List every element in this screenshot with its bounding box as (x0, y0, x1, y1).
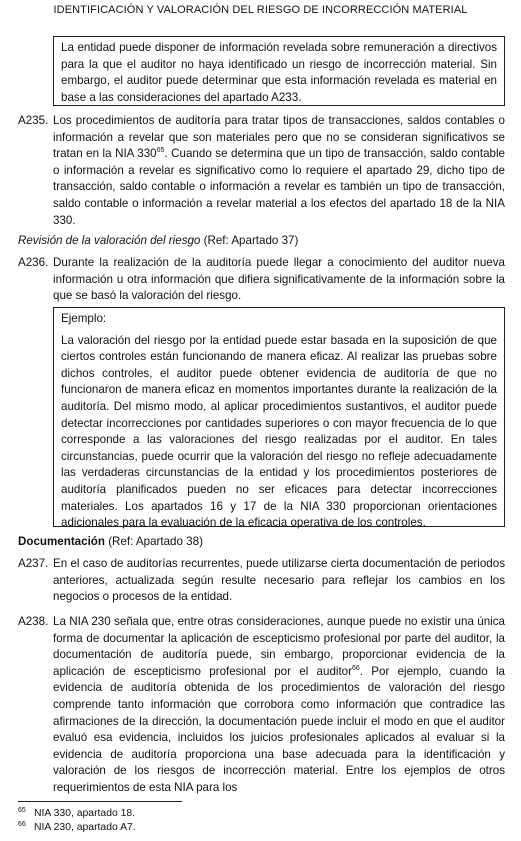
page-header: IDENTIFICACIÓN Y VALORACIÓN DEL RIESGO DE INCORRECCIÓN MATERIAL (53, 4, 468, 16)
heading-title: Documentación (18, 535, 105, 548)
section-heading-risk-review (18, 233, 298, 250)
paragraph-text: . Cuando se determina que un tipo de transacción, saldo contable o información a revelar es significativo como lo requiere el apartado 29, dicho tipo de transacción, saldo contable o información a revelar es también un tipo de transacción, saldo contable o información a revelar material a los efectos del apartado 18 de la NIA 330. (53, 147, 505, 227)
heading-title: Revisión de la valoración del riesgo (18, 234, 201, 247)
callout-box-remuneration (53, 36, 505, 106)
paragraph-a235 (53, 113, 505, 229)
paragraph-a238 (53, 614, 505, 797)
footnote: 66 NIA 230, apartado A7. (18, 821, 136, 833)
paragraph-number: A238. (18, 615, 49, 628)
paragraph-text: . Por ejemplo, cuando la evidencia de auditoría obtenida de los procedimientos de valoración del riesgo comprende tanto información que corrobora como información que contradice las afirmaciones de la dirección, la documentación puede incluir el modo en que el auditor evaluó esa evidencia, incluidos los juicios profesionales aplicados al evaluar si la evidencia de auditoría proporciona una base adecuada para la identificación y valoración de los riesgos de incorrección material. Entre los ejemplos de otros requerimientos de esta NIA para los (53, 664, 505, 794)
footnote-ref: 65 (156, 147, 165, 155)
paragraph-number: A235. (18, 114, 49, 127)
footnote-text: NIA 230, apartado A7. (34, 822, 136, 833)
paragraph-number: A236. (18, 256, 49, 269)
paragraph-a237: En el caso de auditorías recurrentes, puede utilizarse cierta documentación de periodos anteriores, actualizada según resulte necesario para reflejar los cambios en los negocios o procesos de la entidad. (53, 557, 505, 604)
paragraph-text: La NIA 230 señala que, entre otras consideraciones, aunque puede no existir una única forma de documentar la aplicación de escepticismo profesional por parte del auditor, la documentación de auditoría puede, sin embargo, proporcionar evidencia de la aplicación de escepticismo profesional por el auditor (53, 615, 505, 678)
paragraph-number: A237. (18, 557, 49, 570)
callout-text: La entidad puede disponer de información revelada sobre remuneración a directivos para la que el auditor no haya identificado un riesgo de incorrección material. Sin embargo, el auditor puede determinar que esta información revelada es material en base a las consideraciones del apartado A233. (61, 41, 497, 104)
example-label: Ejemplo: (61, 312, 107, 325)
footnote-ref: 66 (352, 664, 360, 672)
paragraph-text: Los procedimientos de auditoría para tratar tipos de transacciones, saldos contables o información a revelar que son materiales pero que no se consideran significativos se tratan en la NIA 330 (53, 114, 505, 161)
paragraph-a236: Durante la realización de la auditoría puede llegar a conocimiento del auditor nueva información u otra información que difiera significativamente de la información sobre la que se basó la valoración del riesgo. (53, 256, 505, 303)
footnote-separator (18, 801, 182, 802)
example-box (53, 307, 505, 530)
footnote-text: NIA 330, apartado 18. (34, 808, 136, 819)
heading-ref: (Ref: Apartado 38) (104, 535, 203, 548)
heading-ref: (Ref: Apartado 37) (200, 234, 299, 247)
footnote: 65 NIA 330, apartado 18. (18, 807, 136, 819)
section-heading-documentation (18, 534, 203, 551)
example-text: La valoración del riesgo por la entidad puede estar basada en la suposición de que ciertos controles están funcionando de manera eficaz. Al realizar las pruebas sobre dichos controles, el auditor puede obtener evidencia de auditoría de que no funcionaron de manera eficaz en momentos importantes durante la realización de la auditoría. Del mismo modo, al aplicar procedimientos sustantivos, el auditor puede detectar incorrecciones por cantidades superiores o con mayor frecuencia de lo que corresponde a las valoraciones del riesgo realizadas por el auditor. En tales circunstancias, puede ocurrir que la valoración del riesgo no refleje adecuadamente las verdaderas circunstancias de la entidad y los procedimientos posteriores de auditoría planificados pueden no ser eficaces para detectar incorrecciones materiales. Los apartados 16 y 17 de la NIA 330 proporcionan orientaciones adicionales para la evaluación de la eficacia operativa de los controles. (61, 333, 497, 530)
